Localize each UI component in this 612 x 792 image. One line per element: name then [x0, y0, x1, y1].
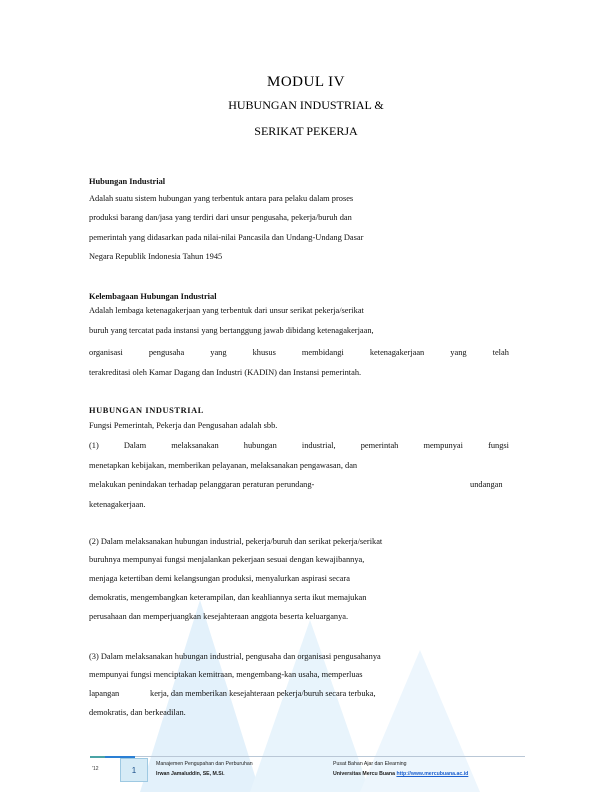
- page-number-text: 1: [131, 765, 137, 775]
- module-title: MODUL IV: [266, 74, 346, 90]
- word: hubungan: [243, 441, 277, 450]
- paragraph-line: Adalah suatu sistem hubungan yang terbentuk antara para pelaku dalam proses: [89, 194, 354, 203]
- paragraph-line: (2) Dalam melaksanakan hubungan industrial, pekerja/buruh dan serikat pekerja/serikat: [89, 537, 383, 546]
- module-subtitle-line2: SERIKAT PEKERJA: [254, 124, 358, 138]
- word: Dalam: [123, 441, 147, 450]
- footer-author: Irwan Jamaluddin, SE, M.Si.: [156, 771, 225, 777]
- word: khusus: [252, 348, 276, 357]
- paragraph-line: menjaga ketertiban demi kelangsungan produksi, menyalurkan aspirasi secara: [89, 574, 350, 583]
- footer-code: '12: [92, 766, 99, 772]
- footer-course-title: Manajemen Pengupahan dan Perburuhan: [156, 761, 253, 767]
- footer-center-title: Pusat Bahan Ajar dan Elearning: [333, 761, 407, 767]
- section-heading-hubungan-industrial-caps: HUBUNGAN INDUSTRIAL: [89, 406, 204, 415]
- paragraph-line: buruh yang tercatat pada instansi yang bertanggung jawab dibidang ketenagakerjaan,: [89, 326, 374, 335]
- word: membidangi: [301, 348, 344, 357]
- paragraph-intro: Fungsi Pemerintah, Pekerja dan Pengusahan adalah sbb.: [89, 421, 278, 430]
- word: fungsi: [488, 441, 509, 450]
- word: organisasi: [89, 348, 123, 357]
- section-heading-kelembagaan: Kelembagaan Hubungan Industrial: [89, 292, 217, 301]
- word: industrial,: [301, 441, 336, 450]
- word: yang: [450, 348, 467, 357]
- word: (1): [89, 441, 99, 450]
- page-footer: [0, 752, 612, 792]
- paragraph-line: demokratis, mengembangkan keterampilan, dan keahliannya serta ikut memajukan: [89, 593, 367, 602]
- paragraph-line: (3) Dalam melaksanakan hubungan industrial, pengusaha dan organisasi pengusahanya: [89, 652, 381, 661]
- paragraph-line: terakreditasi oleh Kamar Dagang dan Industri (KADIN) dan Instansi pemerintah.: [89, 368, 362, 377]
- justified-line: [89, 348, 509, 358]
- paragraph-line-right: undangan: [470, 480, 503, 489]
- word: mempunyai: [423, 441, 463, 450]
- page-number: [120, 758, 148, 782]
- paragraph-line: perusahaan dan memperjuangkan kesejahteraan anggota beserta keluarganya.: [89, 612, 349, 621]
- paragraph-line: Negara Republik Indonesia Tahun 1945: [89, 252, 223, 261]
- paragraph-line: ketenagakerjaan.: [89, 500, 146, 509]
- paragraph-line: demokratis, dan berkeadilan.: [89, 708, 186, 717]
- paragraph-line-right: kerja, dan memberikan kesejahteraan pekerja/buruh secara terbuka,: [150, 689, 376, 698]
- paragraph-line: menetapkan kebijakan, memberikan pelayanan, melaksanakan pengawasan, dan: [89, 461, 358, 470]
- paragraph-line: produksi barang dan/jasa yang terdiri dari unsur pengusaha, pekerja/buruh dan: [89, 213, 352, 222]
- word: yang: [210, 348, 227, 357]
- footer-divider: [135, 756, 525, 757]
- paragraph-line: pemerintah yang didasarkan pada nilai-nilai Pancasila dan Undang-Undang Dasar: [89, 233, 364, 242]
- word: telah: [492, 348, 509, 357]
- paragraph-line: melakukan penindakan terhadap pelanggaran peraturan perundang-: [89, 480, 315, 489]
- footer-accent-teal: [90, 756, 105, 758]
- word: pengusaha: [148, 348, 185, 357]
- footer-university: [333, 771, 468, 777]
- footer-website-link[interactable]: http://www.mercubuana.ac.id: [396, 771, 469, 777]
- word: melaksanakan: [171, 441, 219, 450]
- word: ketenagakerjaan: [369, 348, 425, 357]
- justified-line: [89, 441, 509, 451]
- paragraph-line: mempunyai fungsi menciptakan kemitraan, mengembang-kan usaha, memperluas: [89, 670, 363, 679]
- paragraph-line: lapangan: [89, 689, 120, 698]
- module-subtitle-line1: HUBUNGAN INDUSTRIAL &: [228, 98, 384, 112]
- paragraph-line: Adalah lembaga ketenagakerjaan yang terbentuk dari unsur serikat pekerja/serikat: [89, 306, 364, 315]
- word: pemerintah: [360, 441, 399, 450]
- section-heading-hubungan-industrial: Hubungan Industrial: [89, 177, 166, 186]
- footer-university-name: Universitas Mercu Buana: [333, 771, 395, 777]
- paragraph-line: buruhnya mempunyai fungsi menjalankan pekerjaan sesuai dengan kewajibannya,: [89, 555, 365, 564]
